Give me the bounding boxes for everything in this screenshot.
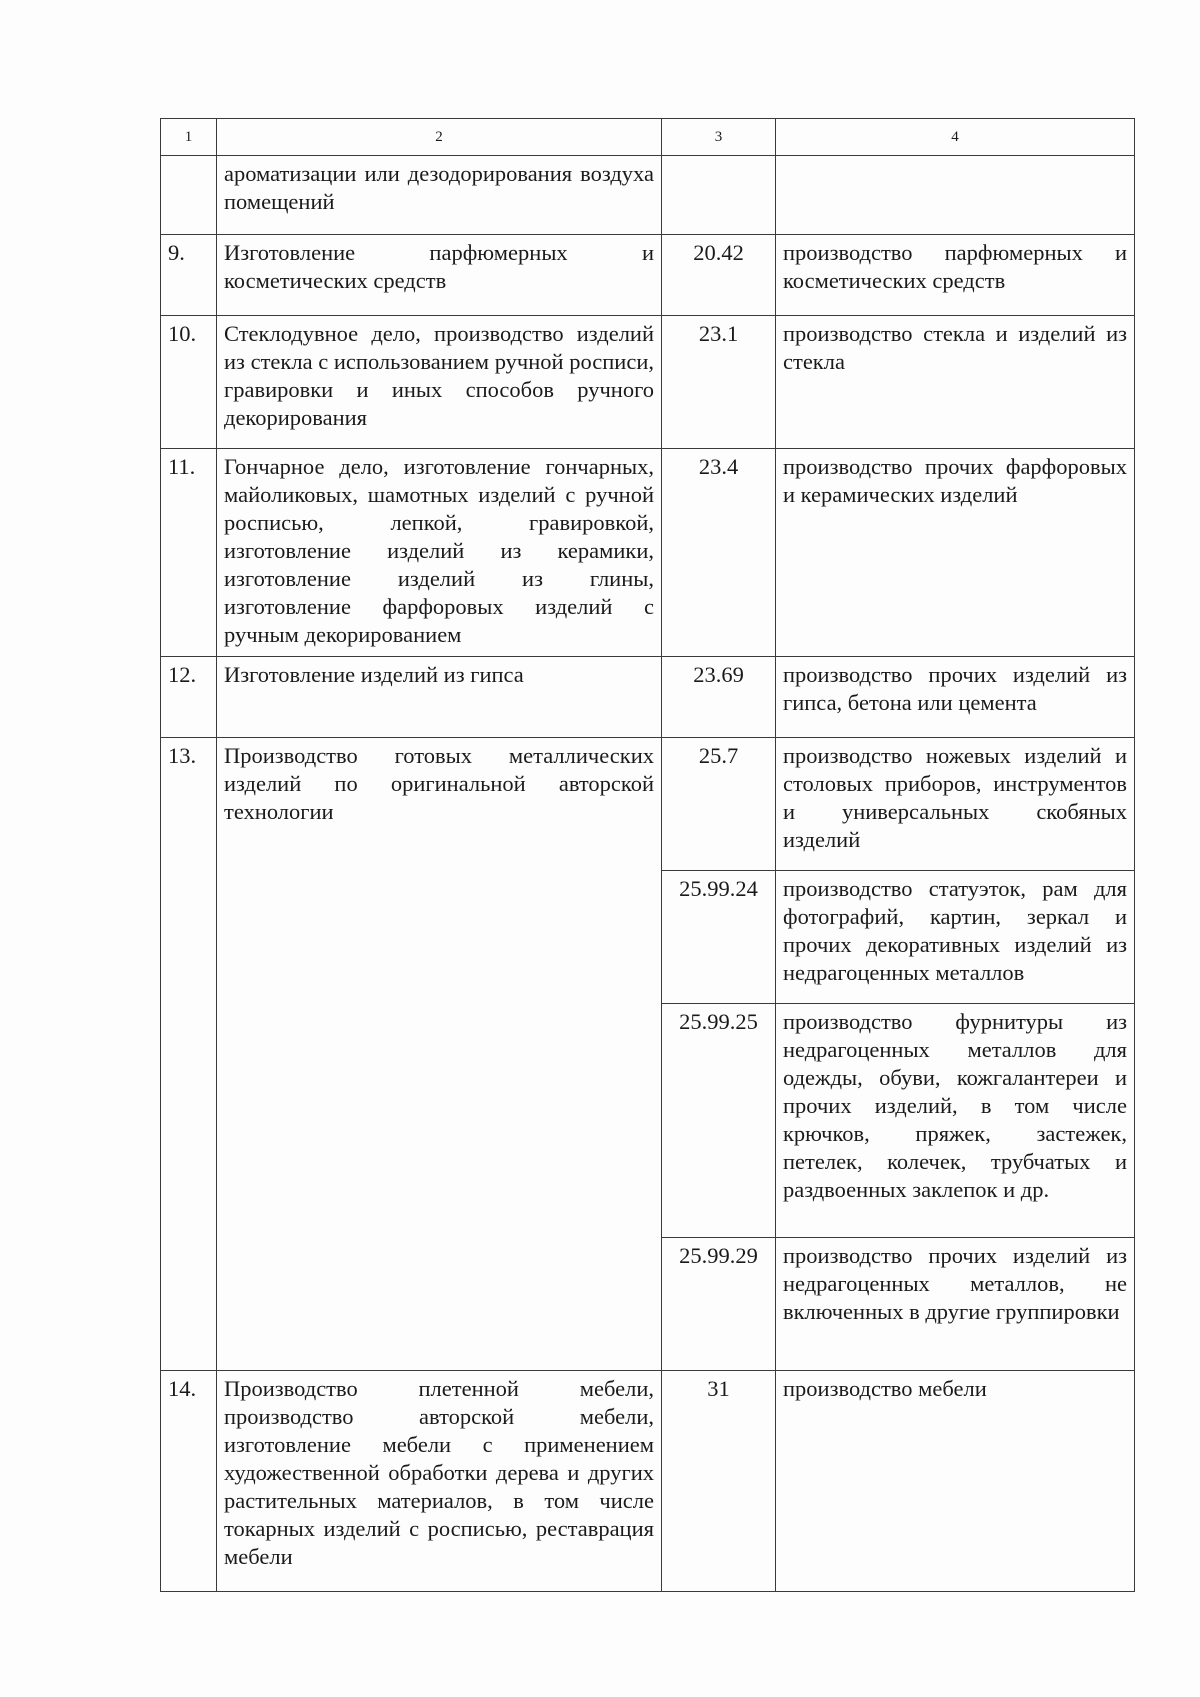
- row-number: 14.: [161, 1371, 217, 1592]
- okved-code: 25.99.25: [662, 1004, 776, 1238]
- row-number: 9.: [161, 235, 217, 316]
- table-row: [161, 738, 1135, 871]
- row-number: 12.: [161, 657, 217, 738]
- header-col-2: 2: [217, 119, 662, 156]
- table-row: [161, 316, 1135, 449]
- table-row: [161, 1371, 1135, 1592]
- okved-description: производство стекла и изделий из стекла: [776, 316, 1135, 449]
- okved-description: производство прочих изделий из гипса, бетона или цемента: [776, 657, 1135, 738]
- okved-code: 20.42: [662, 235, 776, 316]
- table-row: [161, 449, 1135, 657]
- okved-code: 25.7: [662, 738, 776, 871]
- okved-description: производство ножевых изделий и столовых приборов, инструментов и универсальных скобяных изделий: [776, 738, 1135, 871]
- row-number: 11.: [161, 449, 217, 657]
- header-col-1: 1: [161, 119, 217, 156]
- okved-description: производство прочих фарфоровых и керамических изделий: [776, 449, 1135, 657]
- header-col-3: 3: [662, 119, 776, 156]
- row-number: [161, 156, 217, 235]
- activity-description: Стеклодувное дело, производство изделий из стекла с использованием ручной росписи, гравировки и иных способов ручного декорирования: [217, 316, 662, 449]
- table-row: [161, 235, 1135, 316]
- activity-description: Изготовление парфюмерных и косметических средств: [217, 235, 662, 316]
- activity-description: Производство плетенной мебели, производство авторской мебели, изготовление мебели с применением художественной обработки дерева и других растительных материалов, в том числе токарных изделий с росписью, реставрация мебели: [217, 1371, 662, 1592]
- table-row: [161, 657, 1135, 738]
- row-number: 10.: [161, 316, 217, 449]
- okved-description: производство мебели: [776, 1371, 1135, 1592]
- activity-description: Изготовление изделий из гипса: [217, 657, 662, 738]
- table-row: [161, 156, 1135, 235]
- activity-description: Производство готовых металлических изделий по оригинальной авторской технологии: [217, 738, 662, 1371]
- activity-description: ароматизации или дезодорирования воздуха помещений: [217, 156, 662, 235]
- okved-code: 23.69: [662, 657, 776, 738]
- okved-description: производство фурнитуры из недрагоценных металлов для одежды, обуви, кожгалантереи и прочих изделий, в том числе крючков, пряжек, застежек, петелек, колечек, трубчатых и раздвоенных заклепок и др.: [776, 1004, 1135, 1238]
- okved-code: 23.1: [662, 316, 776, 449]
- okved-description: производство парфюмерных и косметических средств: [776, 235, 1135, 316]
- okved-code: 25.99.24: [662, 871, 776, 1004]
- okved-description: производство прочих изделий из недрагоценных металлов, не включенных в другие группировки: [776, 1238, 1135, 1371]
- row-number: 13.: [161, 738, 217, 1371]
- activity-table: [160, 118, 1135, 1592]
- okved-description: производство статуэток, рам для фотографий, картин, зеркал и прочих декоративных изделий из недрагоценных металлов: [776, 871, 1135, 1004]
- table-header-row: [161, 119, 1135, 156]
- okved-code: 23.4: [662, 449, 776, 657]
- okved-code: 31: [662, 1371, 776, 1592]
- okved-code: 25.99.29: [662, 1238, 776, 1371]
- activity-description: Гончарное дело, изготовление гончарных, майоликовых, шамотных изделий с ручной росписью, лепкой, гравировкой, изготовление изделий из керамики, изготовление изделий из глины, изготовление фарфоровых изделий с ручным декорированием: [217, 449, 662, 657]
- okved-code: [662, 156, 776, 235]
- header-col-4: 4: [776, 119, 1135, 156]
- okved-description: [776, 156, 1135, 235]
